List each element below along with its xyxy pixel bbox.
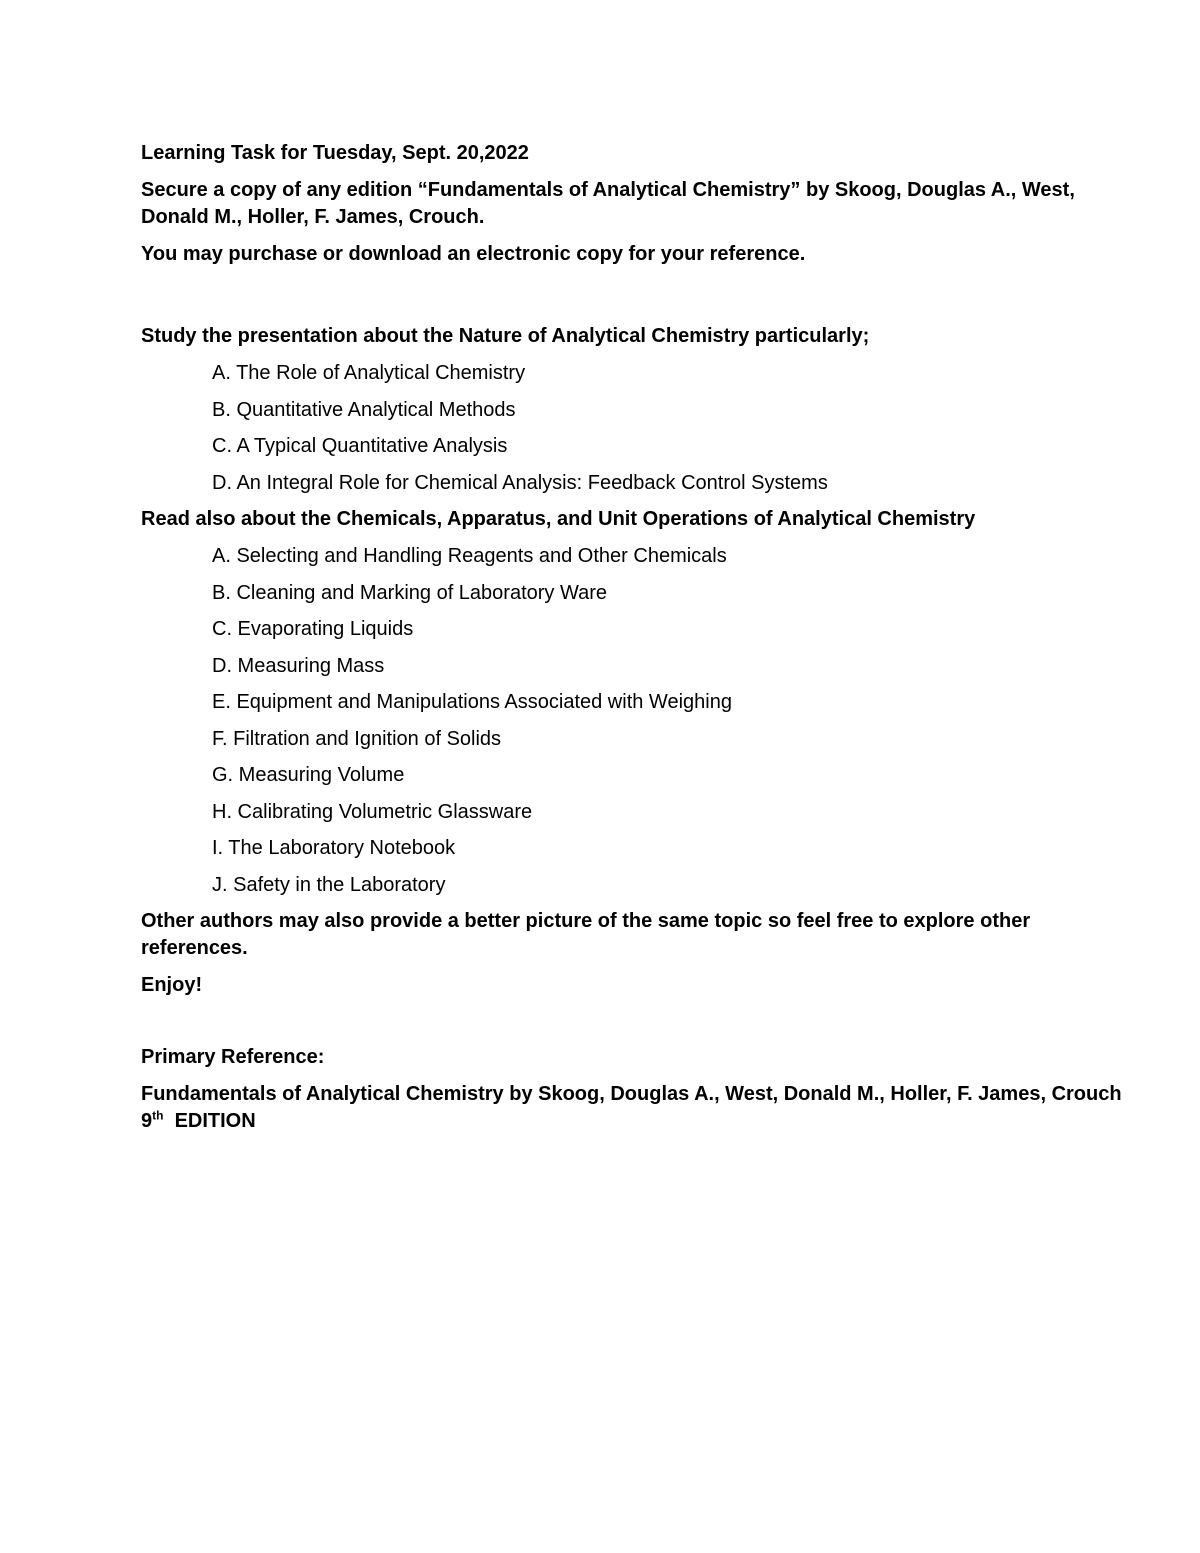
list-item: A. Selecting and Handling Reagents and Other Chemicals xyxy=(212,545,727,567)
list-item: B. Quantitative Analytical Methods xyxy=(212,398,516,421)
list-item: E. Equipment and Manipulations Associated with Weighing xyxy=(212,691,732,713)
list-item: D. Measuring Mass xyxy=(212,654,385,677)
edition-label: EDITION xyxy=(163,1110,256,1132)
study-heading: Study the presentation about the Nature of Analytical Chemistry particularly; xyxy=(141,325,870,347)
intro-line-2: You may purchase or download an electronic copy for your reference. xyxy=(141,243,806,265)
list-item: H. Calibrating Volumetric Glassware xyxy=(212,800,533,823)
spacer xyxy=(141,1009,1140,1044)
list-item: B. Cleaning and Marking of Laboratory Ware xyxy=(212,581,608,604)
list-item: C. Evaporating Liquids xyxy=(212,618,414,640)
primary-reference-text xyxy=(141,1081,1140,1135)
read-list xyxy=(141,543,1140,898)
read-heading: Read also about the Chemicals, Apparatus, and Unit Operations of Analytical Chemistry xyxy=(141,508,976,530)
study-list xyxy=(141,360,1140,496)
list-item: I. The Laboratory Notebook xyxy=(212,837,456,859)
spacer xyxy=(141,278,1140,323)
other-authors-note: Other authors may also provide a better picture of the same topic so feel free to explore other references. xyxy=(141,910,1031,959)
list-item: D. An Integral Role for Chemical Analysis: Feedback Control Systems xyxy=(212,471,828,494)
list-item: G. Measuring Volume xyxy=(212,764,405,786)
list-item: J. Safety in the Laboratory xyxy=(212,873,446,896)
list-item: C. A Typical Quantitative Analysis xyxy=(212,435,508,457)
intro-line-1: Secure a copy of any edition “Fundamentals of Analytical Chemistry” by Skoog, Douglas A., West, Donald M., Holler, F. James, Crouch. xyxy=(141,179,1075,228)
list-item: F. Filtration and Ignition of Solids xyxy=(212,727,502,750)
enjoy-text: Enjoy! xyxy=(141,974,203,996)
ordinal-suffix: th xyxy=(152,1108,164,1123)
primary-reference-citation: Fundamentals of Analytical Chemistry by Skoog, Douglas A., West, Donald M., Holler, F. James, Crouch 9 xyxy=(141,1083,1122,1132)
task-title: Learning Task for Tuesday, Sept. 20,2022 xyxy=(141,142,529,164)
primary-reference-label: Primary Reference: xyxy=(141,1046,325,1068)
list-item: A. The Role of Analytical Chemistry xyxy=(212,362,526,384)
